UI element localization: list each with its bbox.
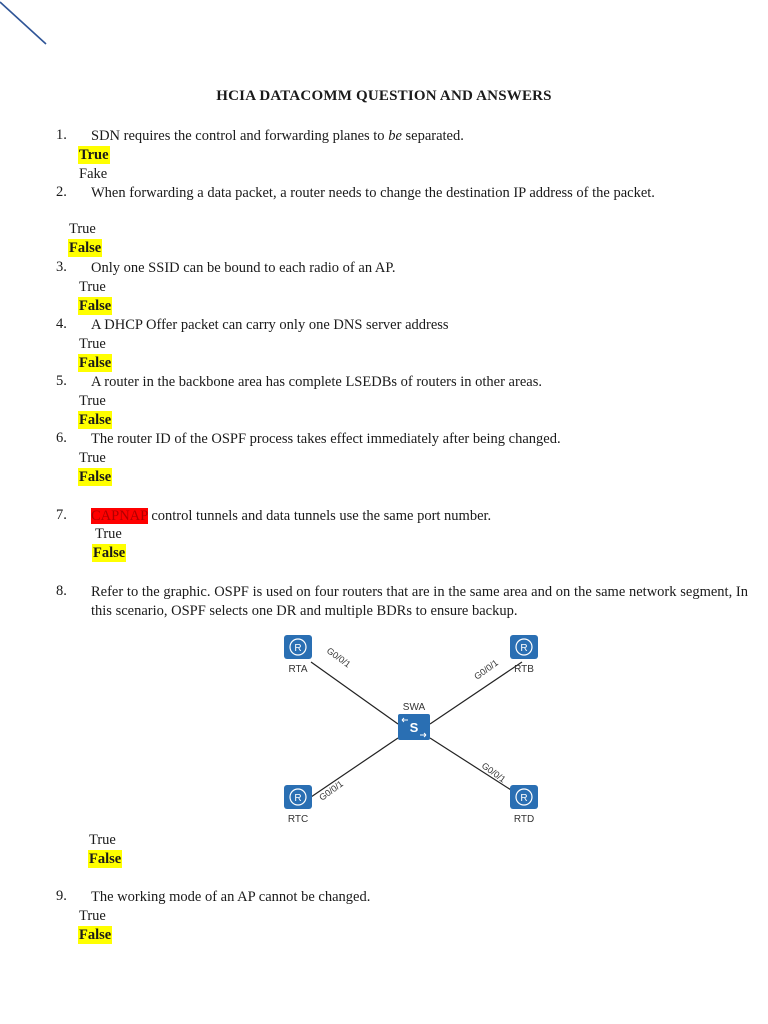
port-label-rtb: G0/0/1	[472, 657, 501, 682]
answer-option-correct: False	[79, 927, 112, 943]
question-number: 9.	[56, 888, 67, 904]
question-text: Only one SSID can be bound to each radio of an AP.	[91, 260, 396, 276]
svg-text:S: S	[409, 720, 419, 735]
question-text: The router ID of the OSPF process takes effect immediately after being changed.	[91, 431, 561, 447]
port-label-rta: G0/0/1	[324, 645, 353, 670]
corner-decoration-line	[0, 0, 60, 50]
svg-text:R: R	[294, 643, 302, 654]
answer-option: True	[79, 908, 106, 924]
router-rtd	[510, 785, 538, 825]
question-text: A DHCP Offer packet can carry only one DNS server address	[91, 317, 449, 333]
question-number: 7.	[56, 507, 67, 523]
svg-text:R: R	[520, 793, 528, 804]
answer-option-correct: False	[69, 240, 102, 256]
router-rtc	[284, 785, 312, 825]
question-number: 2.	[56, 184, 67, 200]
svg-text:R: R	[520, 643, 528, 654]
question-text: A router in the backbone area has complete LSEDBs of routers in other areas.	[91, 374, 542, 390]
answer-option-correct: False	[89, 851, 122, 867]
question-number: 4.	[56, 316, 67, 332]
question-text: CAPNAP control tunnels and data tunnels use the same port number.	[91, 508, 492, 524]
svg-text:R: R	[294, 793, 302, 804]
router-label: RTA	[288, 664, 308, 675]
answer-option: True	[79, 336, 106, 352]
switch-swa	[398, 702, 430, 740]
router-label: RTB	[514, 664, 534, 675]
switch-label: SWA	[402, 702, 426, 713]
answer-option-correct: False	[79, 412, 112, 428]
answer-option: True	[79, 279, 106, 295]
question-number: 1.	[56, 127, 67, 143]
answer-option: True	[69, 221, 96, 237]
answer-option: True	[79, 450, 106, 466]
highlighted-term: CAPNAP	[91, 508, 148, 524]
answer-option: True	[89, 832, 116, 848]
router-rta	[284, 635, 312, 675]
port-label-rtd: G0/0/1	[479, 760, 508, 785]
question-text: SDN requires the control and forwarding planes to be separated.	[91, 128, 464, 144]
question-number: 6.	[56, 430, 67, 446]
answer-option-correct: False	[79, 298, 112, 314]
question-number: 5.	[56, 373, 67, 389]
answer-option: True	[79, 393, 106, 409]
question-text: Refer to the graphic. OSPF is used on four routers that are in the same area and on the same network segment, In this scenario, OSPF selects one DR and multiple BDRs to ensure backup.	[91, 584, 748, 619]
answer-option: True	[95, 526, 122, 542]
question-text: The working mode of an AP cannot be changed.	[91, 889, 371, 905]
port-label-rtc: G0/0/1	[317, 778, 346, 803]
answer-option-correct: False	[79, 469, 112, 485]
question-number: 3.	[56, 259, 67, 275]
page-title: HCIA DATACOMM QUESTION AND ANSWERS	[216, 88, 552, 104]
router-rtb	[510, 635, 538, 675]
router-label: RTC	[287, 814, 309, 825]
router-label: RTD	[513, 814, 535, 825]
ospf-topology-diagram	[280, 632, 545, 827]
answer-option-correct: False	[93, 545, 126, 561]
question-text: When forwarding a data packet, a router needs to change the destination IP address of the packet.	[91, 185, 655, 201]
answer-option: Fake	[79, 166, 108, 182]
answer-option-correct: True	[79, 147, 109, 163]
question-number: 8.	[56, 583, 67, 599]
answer-option-correct: False	[79, 355, 112, 371]
